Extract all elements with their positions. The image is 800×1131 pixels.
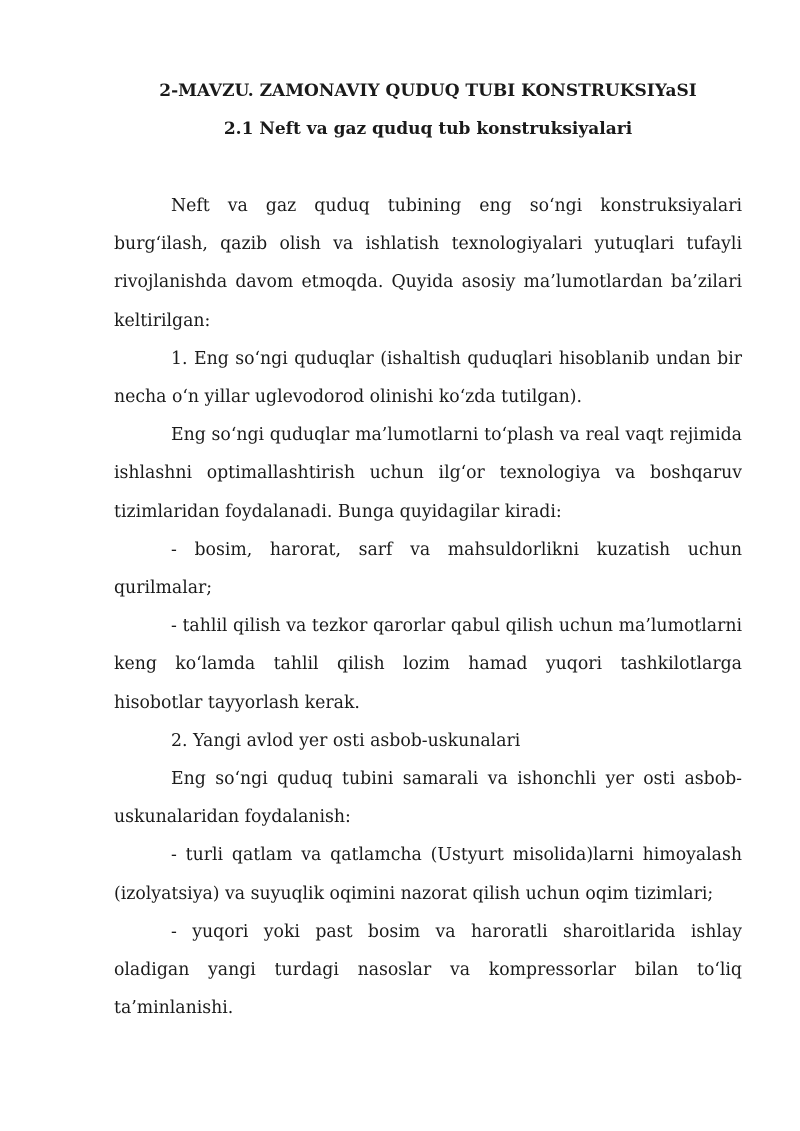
spacer [114,148,742,187]
paragraph-bullet-flow: - turli qatlam va qatlamcha (Ustyurt misolida)larni himoyalash (izolyatsiya) va suyuqlik oqimini nazorat qilish uchun oqim tizimlari; [114,845,742,904]
page-title: 2-MAVZU. ZAMONAVIY QUDUQ TUBI KONSTRUKSIYaSI [159,81,697,101]
paragraph-bullet-pumps: - yuqori yoki past bosim va haroratli sharoitlarida ishlay oladigan yangi turdagi nasoslar va kompressorlar bilan to‘liq ta’minlanishi. [114,921,742,1019]
paragraph-bullet-analysis: - tahlil qilish va tezkor qarorlar qabul qilish uchun ma’lumotlarni keng ko‘lamda tahlil qilish lozim hamad yuqori tashkilotlarga hisobotlar tayyorlash kerak. [114,616,742,713]
paragraph-technology: Eng so‘ngi quduqlar ma’lumotlarni to‘plash va real vaqt rejimida ishlashni optimallashtirish uchun ilg‘or texnologiya va boshqaruv tizimlaridan foydalanadi. Bunga quyidagilar kiradi: [114,425,742,522]
paragraph-intro: Neft va gaz quduq tubining eng so‘ngi konstruksiyalari burg‘ilash, qazib olish va ishlatish texnologiyalari yutuqlari tufayli rivojlanishda davom etmoqda. Quyida asosiy ma’lumotlardan ba’zilari keltirilgan: [114,196,742,331]
paragraph-equipment: Eng so‘ngi quduq tubini samarali va ishonchli yer osti asbob-uskunalaridan foydalanish: [114,769,742,828]
document-page [114,72,742,1027]
paragraph-item-2: 2. Yangi avlod yer osti asbob-uskunalari [171,730,521,751]
paragraph-bullet-devices: - bosim, harorat, sarf va mahsuldorlikni kuzatish uchun qurilmalar; [114,539,742,599]
section-subtitle: 2.1 Neft va gaz quduq tub konstruksiyalari [223,119,633,139]
paragraph-item-1: 1. Eng so‘ngi quduqlar (ishaltish quduqlari hisoblanib undan bir necha o‘n yillar uglevodorod olinishi ko‘zda tutilgan). [114,348,742,408]
